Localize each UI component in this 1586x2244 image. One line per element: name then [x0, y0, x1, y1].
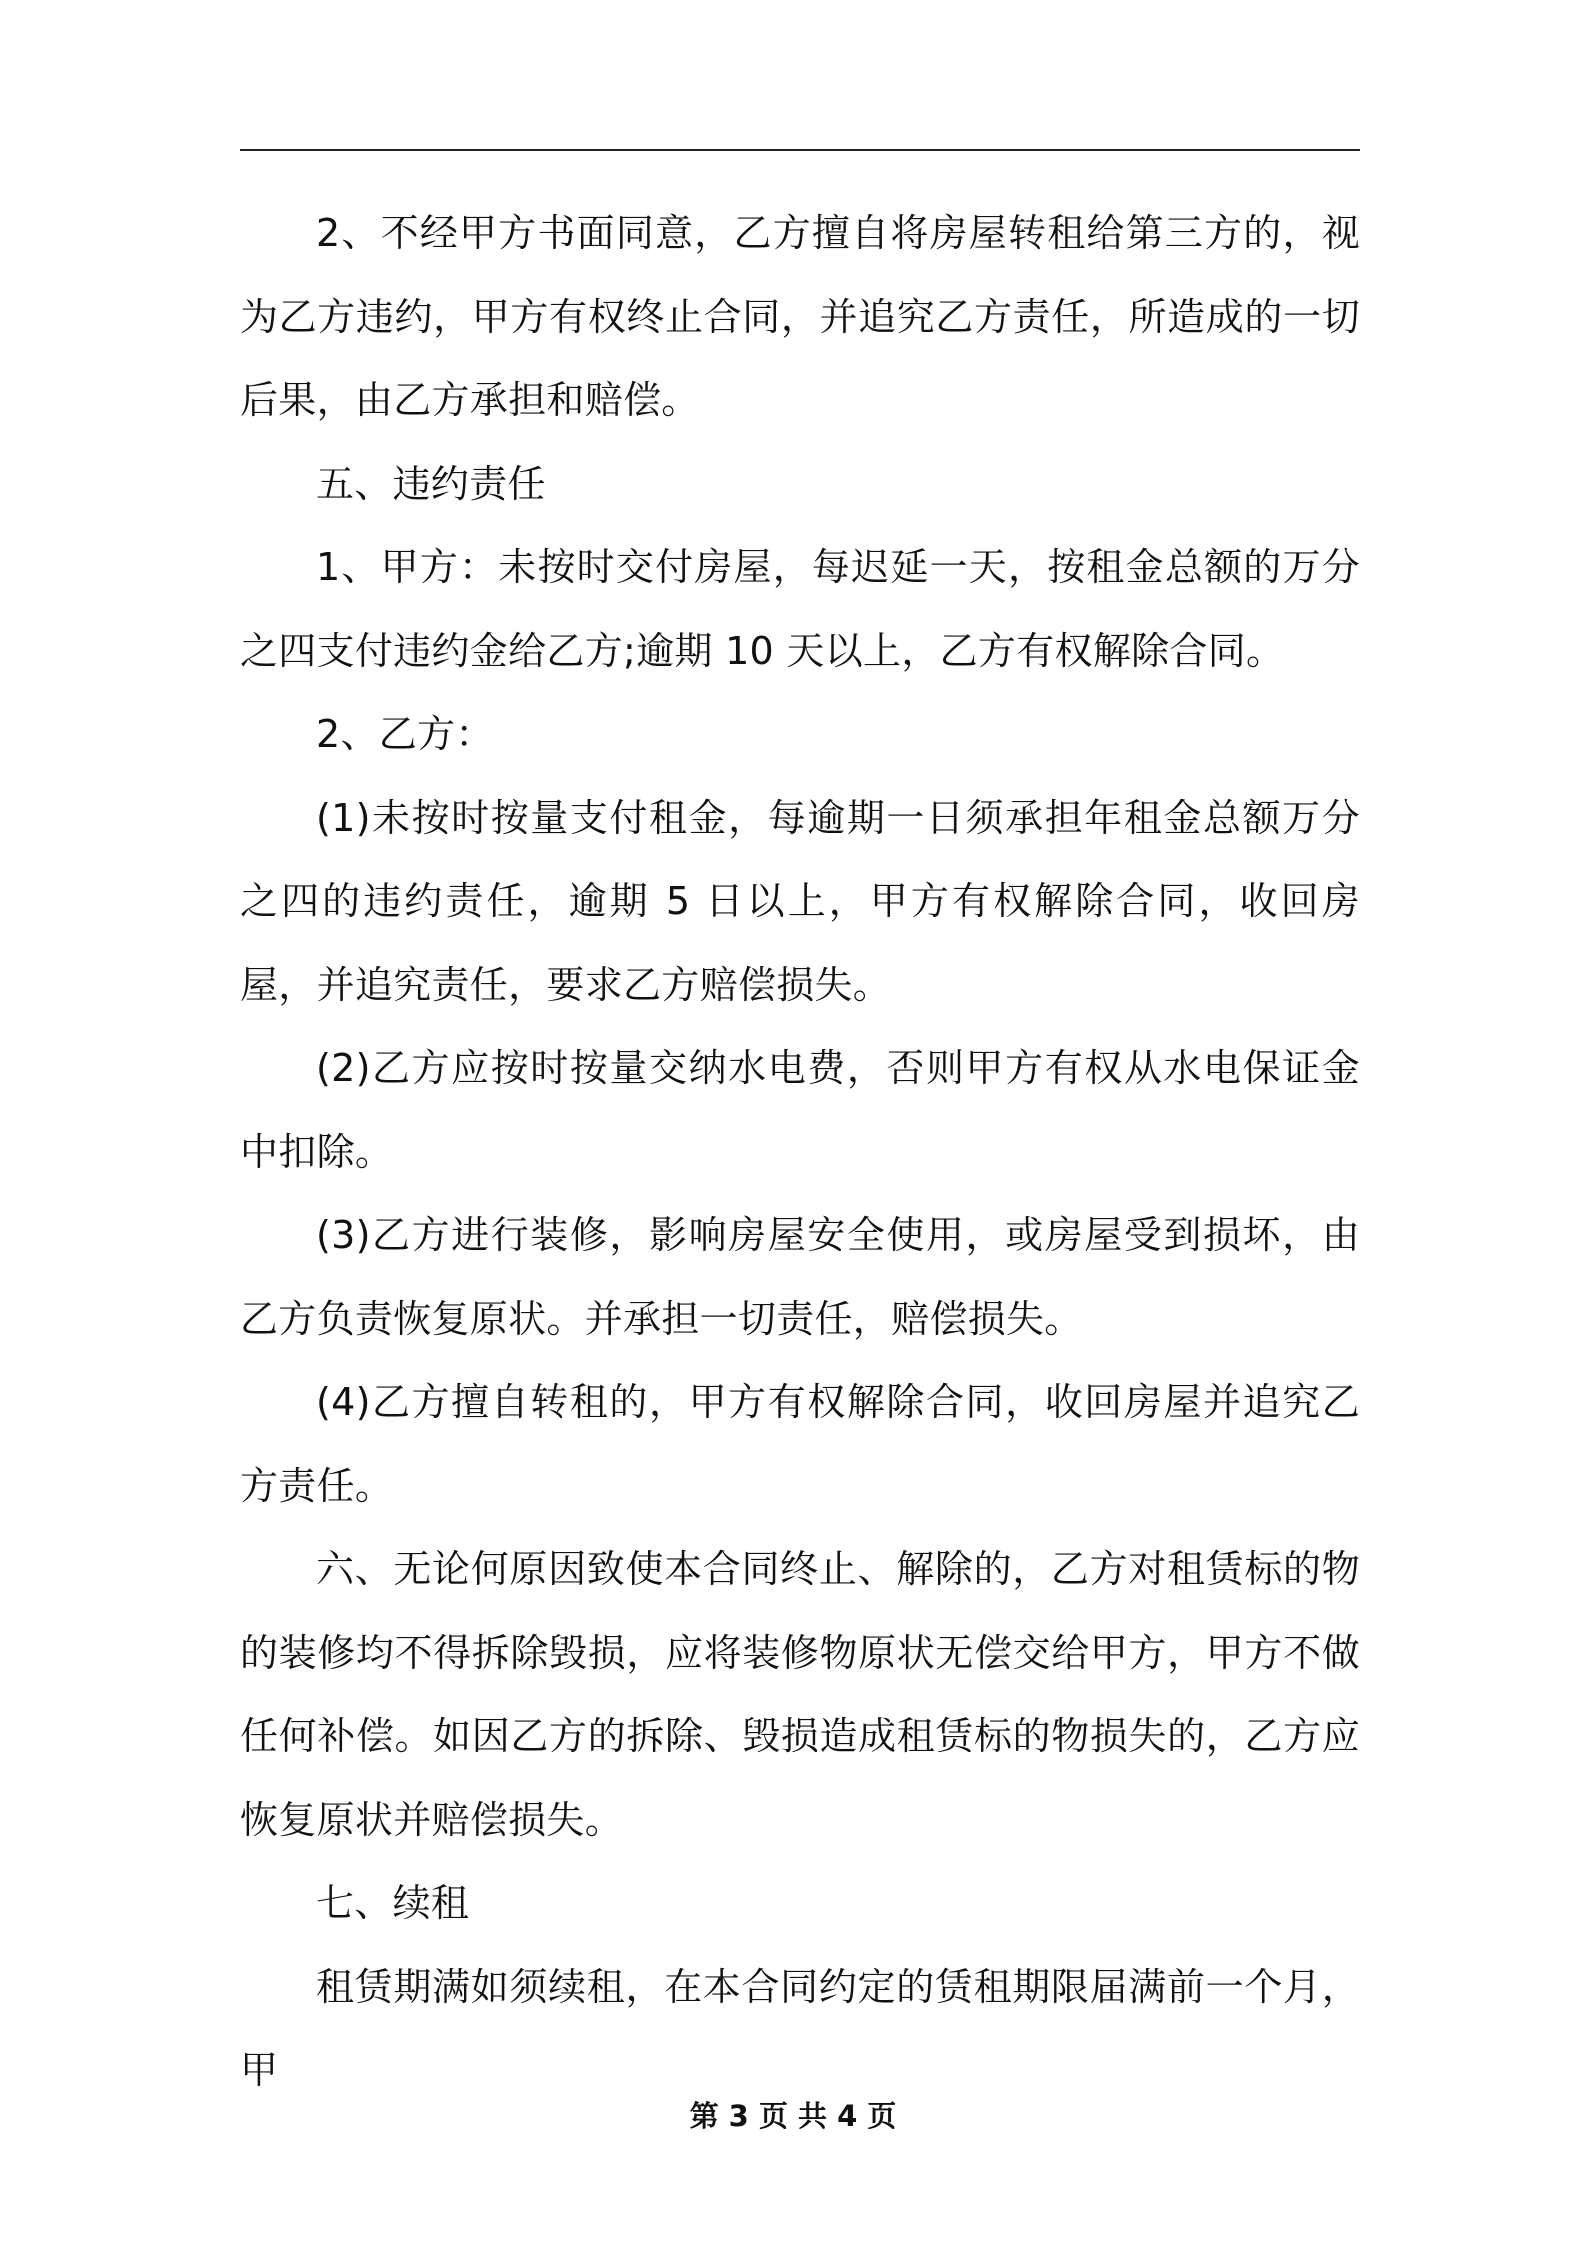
party-b-item-4: (4)乙方擅自转租的，甲方有权解除合同，收回房屋并追究乙方责任。: [240, 1380, 1360, 1508]
section-7-heading: 七、续租: [316, 1881, 470, 1925]
document-body: [240, 192, 1360, 2113]
party-b-item-3: (3)乙方进行装修，影响房屋安全使用，或房屋受到损坏，由乙方负责恢复原状。并承担一切责任，赔偿损失。: [240, 1213, 1360, 1341]
section-5-heading: 五、违约责任: [316, 461, 546, 506]
renewal-paragraph: 租赁期满如须续租，在本合同约定的赁租期限届满前一个月，甲: [240, 1964, 1360, 2092]
party-b-item-2: (2)乙方应按时按量交纳水电费，否则甲方有权从水电保证金中扣除。: [240, 1046, 1360, 1174]
clause-2-sublease-paragraph: 2、不经甲方书面同意，乙方擅自将房屋转租给第三方的，视为乙方违约，甲方有权终止合同，并追究乙方责任，所造成的一切后果，由乙方承担和赔偿。: [240, 211, 1360, 422]
party-a-breach-paragraph: 1、甲方：未按时交付房屋，每迟延一天，按租金总额的万分之四支付违约金给乙方;逾期 10 天以上，乙方有权解除合同。: [240, 545, 1360, 673]
section-6-paragraph: 六、无论何原因致使本合同终止、解除的，乙方对租赁标的物的装修均不得拆除毁损，应将装修物原状无偿交给甲方，甲方不做任何补偿。如因乙方的拆除、毁损造成租赁标的物损失的，乙方应恢复原状并赔偿损失。: [240, 1547, 1360, 1842]
page-number-footer: 第 3 页 共 4 页: [689, 2099, 897, 2133]
party-b-item-1: (1)未按时按量支付租金，每逾期一日须承担年租金总额万分之四的违约责任，逾期 5 日以上，甲方有权解除合同，收回房屋，并追究责任，要求乙方赔偿损失。: [240, 795, 1360, 1007]
party-b-heading: 2、乙方：: [316, 712, 494, 756]
header-divider: [240, 149, 1360, 151]
